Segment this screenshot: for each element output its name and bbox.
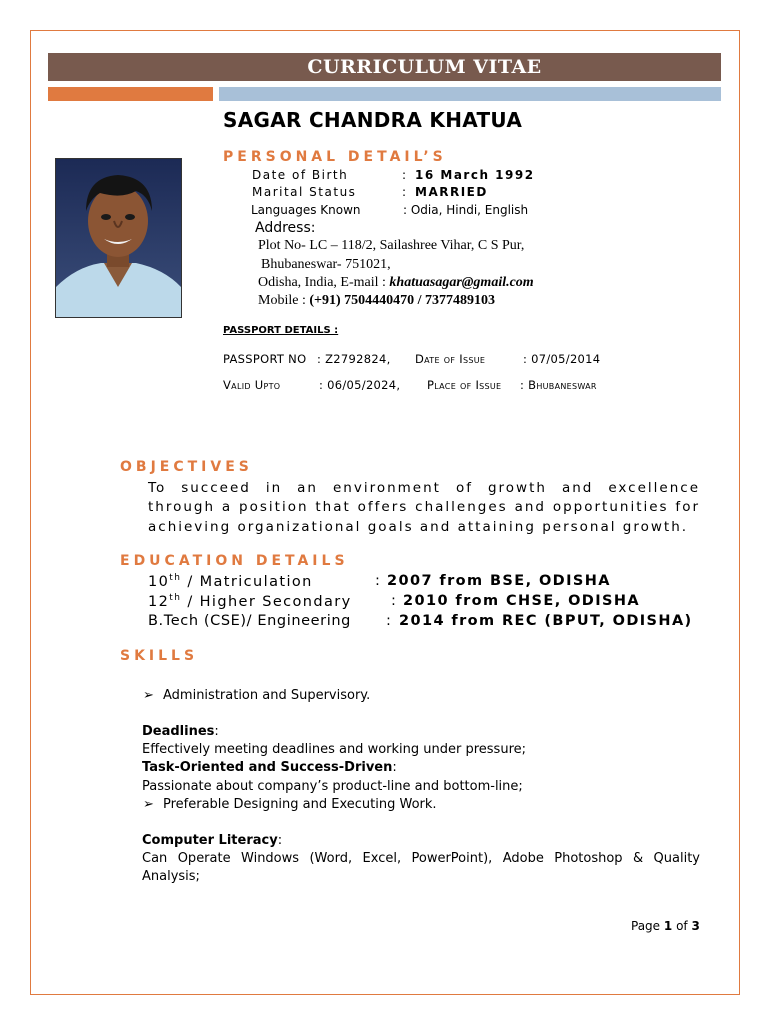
date-of-issue-value: : 07/05/2014 [523, 352, 601, 366]
education-level-suffix: th [169, 593, 182, 603]
deadlines-text: Effectively meeting deadlines and working under pressure; [142, 742, 527, 757]
objectives-heading: OBJECTIVES [120, 459, 253, 475]
mobile-label: Mobile : [258, 293, 306, 308]
address-line-2: Bhubaneswar- 751021, [261, 257, 391, 272]
bullet-arrow-icon: ➢ [143, 688, 154, 703]
profile-photo-image [56, 159, 181, 317]
skill-bullet-item [143, 797, 437, 812]
education-heading: EDUCATION DETAILS [120, 553, 349, 569]
document-title: CURRICULUM VITAE [307, 56, 542, 78]
email-link[interactable]: khatuasagar@gmail.com [389, 275, 534, 290]
dob-value: 16 March 1992 [415, 168, 535, 182]
deadlines-colon: : [214, 724, 219, 739]
education-row [148, 573, 313, 590]
task-oriented-label: Task-Oriented and Success-Driven [142, 760, 393, 775]
education-level-name: / Higher Secondary [181, 593, 352, 610]
education-result: 2007 from BSE, ODISHA [387, 573, 611, 589]
computer-literacy-heading [142, 833, 282, 848]
address-line-3-text: Odisha, India, E-mail : [258, 275, 386, 290]
marital-separator: : [402, 185, 408, 199]
task-oriented-text: Passionate about company’s product-line and bottom-line; [142, 779, 523, 794]
passport-no-value: : Z2792824, [317, 352, 391, 366]
place-of-issue-label: Place of Issue [427, 378, 502, 392]
education-level-name: / Matriculation [181, 573, 313, 590]
skill-text: Preferable Designing and Executing Work. [163, 797, 437, 812]
objective-line-3: achieving organizational goals and attaining personal growth. [148, 519, 689, 535]
valid-upto-value: : 06/05/2024, [319, 378, 401, 392]
personal-details-heading: PERSONAL DETAIL’S [223, 149, 447, 165]
bullet-arrow-icon: ➢ [143, 797, 154, 812]
skill-bullet-item [143, 688, 370, 703]
computer-literacy-line-1: Can Operate Windows (Word, Excel, PowerPoint), Adobe Photoshop & Quality [142, 851, 700, 866]
mobile-line [258, 293, 495, 309]
accent-bar-blue [219, 87, 721, 101]
objective-line-1: To succeed in an environment of growth and excellence [148, 480, 700, 496]
education-result: 2014 from REC (BPUT, ODISHA) [399, 613, 693, 629]
task-oriented-colon: : [392, 760, 397, 775]
task-oriented-heading [142, 760, 397, 775]
deadlines-heading [142, 724, 219, 739]
education-level-number: 12 [148, 593, 170, 610]
skills-heading: SKILLS [120, 648, 199, 664]
education-level-suffix: th [169, 573, 182, 583]
computer-literacy-label: Computer Literacy [142, 833, 278, 848]
address-line-1: Plot No- LC – 118/2, Sailashree Vihar, C S Pur, [258, 238, 525, 253]
education-separator: : [375, 573, 382, 589]
education-separator: : [386, 613, 393, 629]
passport-heading: PASSPORT DETAILS : [223, 325, 339, 336]
skill-text: Administration and Supervisory. [163, 688, 371, 703]
page-total: 3 [691, 919, 700, 933]
languages-label: Languages Known [251, 203, 361, 217]
profile-photo [55, 158, 182, 318]
page-current: 1 [663, 919, 673, 933]
deadlines-label: Deadlines [142, 724, 215, 739]
education-row: B.Tech (CSE)/ Engineering [148, 613, 351, 629]
objective-line-2: through a position that offers challenges and opportunities for [148, 499, 700, 515]
candidate-name: SAGAR CHANDRA KHATUA [223, 108, 523, 132]
education-level-number: 10 [148, 573, 170, 590]
date-of-issue-label: Date of Issue [415, 352, 486, 366]
dob-separator: : [402, 168, 408, 182]
education-row [148, 593, 352, 610]
address-line-3 [258, 275, 534, 291]
education-result: 2010 from CHSE, ODISHA [403, 593, 641, 609]
title-bar [48, 53, 721, 81]
marital-status-value: MARRIED [415, 185, 488, 199]
page-word: Page [631, 919, 661, 933]
valid-upto-label: Valid Upto [223, 378, 281, 392]
marital-status-label: Marital Status [252, 185, 357, 199]
address-label: Address: [255, 220, 316, 236]
mobile-value: (+91) 7504440470 / 7377489103 [309, 293, 496, 308]
education-separator: : [391, 593, 398, 609]
dob-label: Date of Birth [252, 168, 349, 182]
computer-literacy-colon: : [277, 833, 283, 848]
page-number [631, 919, 700, 933]
languages-value: : Odia, Hindi, English [403, 203, 529, 217]
passport-no-label: PASSPORT NO [223, 352, 307, 366]
place-of-issue-value: : Bhubaneswar [520, 378, 597, 392]
accent-bar-orange [48, 87, 213, 101]
computer-literacy-line-2: Analysis; [142, 869, 200, 884]
of-word: of [676, 919, 688, 933]
